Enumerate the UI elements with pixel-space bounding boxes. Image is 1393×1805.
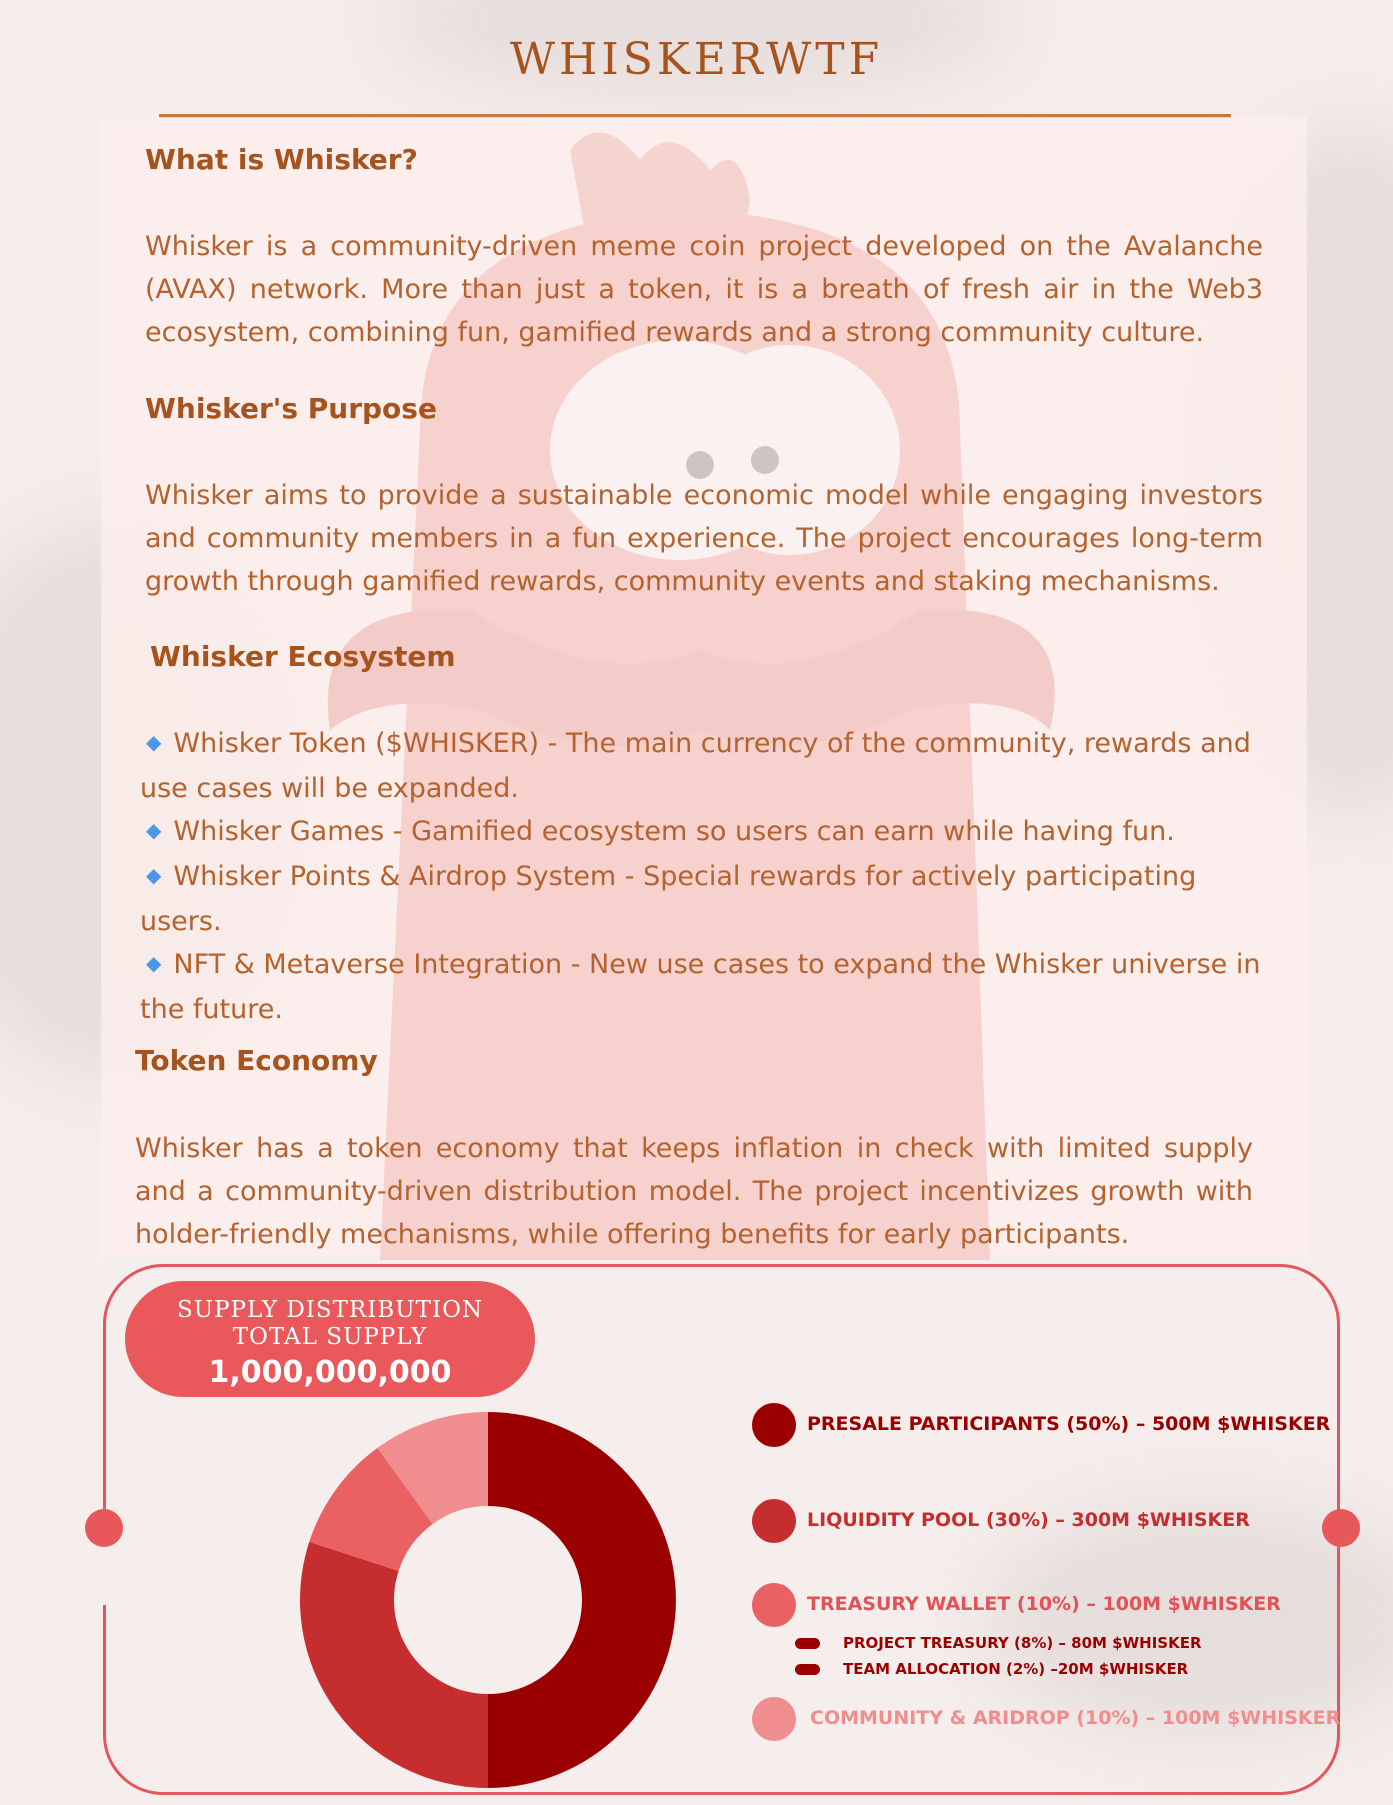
- blue-diamond-icon: ◆: [146, 818, 162, 842]
- blue-diamond-icon: ◆: [146, 730, 162, 754]
- list-item: [140, 722, 1270, 810]
- section-heading-ecosystem: Whisker Ecosystem: [150, 640, 456, 673]
- legend-label-project-treasury: PROJECT TREASURY (8%) – 80M $WHISKER: [843, 1634, 1202, 1652]
- donut-slice-liquidity-pool: [300, 1542, 488, 1788]
- legend-label-team-allocation: TEAM ALLOCATION (2%) –20M $WHISKER: [843, 1660, 1189, 1678]
- list-item-text: NFT & Metaverse Integration - New use cases to expand the Whisker universe in the future.: [140, 949, 1261, 1025]
- legend-label-liquidity: LIQUIDITY POOL (30%) – 300M $WHISKER: [807, 1509, 1250, 1531]
- supply-donut-chart: [298, 1410, 678, 1790]
- legend-dot-liquidity: [752, 1499, 796, 1543]
- section-heading-purpose: Whisker's Purpose: [145, 392, 437, 425]
- ecosystem-list: [140, 722, 1270, 1031]
- total-supply-label: TOTAL SUPPLY: [232, 1324, 428, 1350]
- legend-dot-community: [752, 1697, 796, 1741]
- section-body-economy: Whisker has a token economy that keeps inflation in check with limited supply and a community-driven distribution model. The project incentivizes growth with holder-friendly mechanisms, while offering benefits for early participants.: [135, 1133, 1253, 1250]
- blue-diamond-icon: ◆: [146, 863, 162, 887]
- legend-pill-project-treasury: [795, 1638, 820, 1649]
- total-supply-value: 1,000,000,000: [208, 1355, 452, 1390]
- legend-dot-treasury: [752, 1583, 796, 1627]
- list-item: [140, 810, 1270, 855]
- legend-label-community: COMMUNITY & ARIDROP (10%) – 100M $WHISKER: [810, 1707, 1341, 1729]
- legend-label-presale: PRESALE PARTICIPANTS (50%) – 500M $WHISKER: [807, 1413, 1331, 1435]
- list-item: [140, 855, 1270, 943]
- supply-badge: [125, 1281, 535, 1397]
- section-body-purpose: Whisker aims to provide a sustainable economic model while engaging investors and community members in a fun experience. The project encourages long-term growth through gamified rewards, community events and staking mechanisms.: [145, 480, 1263, 597]
- legend-label-treasury: TREASURY WALLET (10%) – 100M $WHISKER: [807, 1593, 1281, 1615]
- section-heading-economy: Token Economy: [135, 1044, 378, 1077]
- legend-dot-presale: [752, 1403, 796, 1447]
- list-item-text: Whisker Token ($WHISKER) - The main currency of the community, rewards and use cases will be expanded.: [140, 728, 1251, 804]
- donut-slice-presale-participants: [488, 1412, 676, 1788]
- blue-diamond-icon: ◆: [146, 951, 162, 975]
- frame-right-dot: [1322, 1509, 1360, 1547]
- list-item: [140, 943, 1270, 1031]
- legend-pill-team-allocation: [795, 1664, 820, 1675]
- supply-distribution-label: SUPPLY DISTRIBUTION: [176, 1297, 484, 1323]
- section-body-what: Whisker is a community-driven meme coin project developed on the Avalanche (AVAX) network. More than just a token, it is a breath of fresh air in the Web3 ecosystem, combining fun, gamified rewards and a strong community culture.: [145, 231, 1263, 348]
- list-item-text: Whisker Games - Gamified ecosystem so users can earn while having fun.: [173, 816, 1175, 847]
- list-item-text: Whisker Points & Airdrop System - Special rewards for actively participating users.: [140, 861, 1197, 937]
- frame-left-dot: [85, 1509, 123, 1547]
- section-heading-what: What is Whisker?: [145, 143, 418, 176]
- page-title: WHISKERWTF: [509, 34, 884, 85]
